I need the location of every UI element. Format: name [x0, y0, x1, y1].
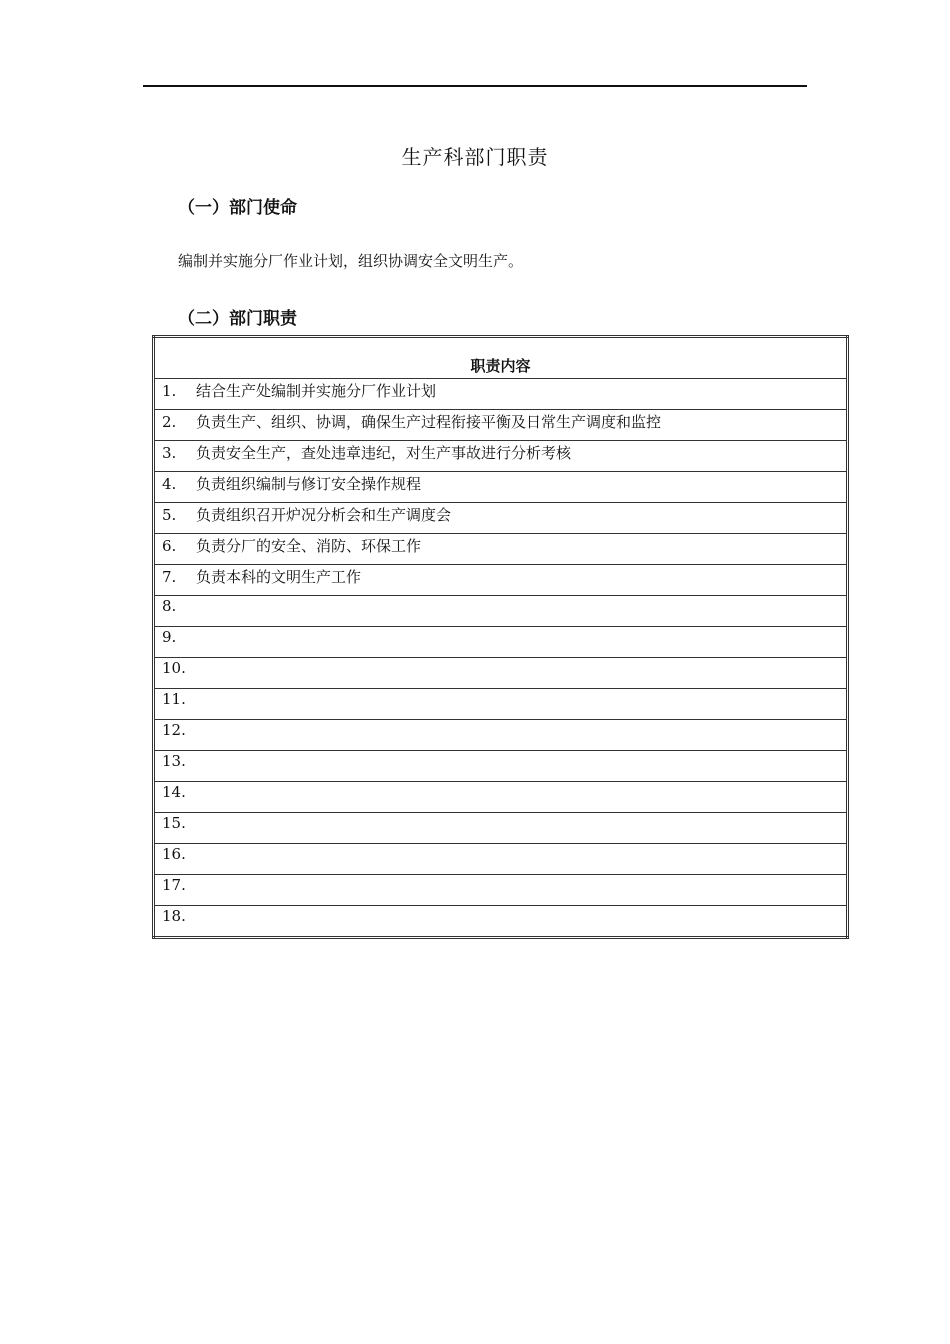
row-number: 9.: [162, 628, 177, 646]
row-number: 12.: [162, 721, 186, 739]
row-number: 8.: [162, 597, 177, 615]
table-row: [154, 534, 848, 565]
table-cell: [154, 627, 848, 658]
table-row: [154, 782, 848, 813]
table-row: [154, 379, 848, 410]
table-header-row: [154, 337, 848, 379]
table-row: [154, 565, 848, 596]
table-row: [154, 813, 848, 844]
table-row: [154, 441, 848, 472]
table-cell: [154, 689, 848, 720]
row-text: 负责分厂的安全、消防、环保工作: [196, 537, 422, 555]
table-row: [154, 503, 848, 534]
row-number: 5.: [162, 506, 177, 524]
document-title: 生产科部门职责: [401, 145, 549, 169]
table-row: [154, 906, 848, 938]
duties-table-body: [154, 379, 848, 938]
table-cell: [154, 596, 848, 627]
table-cell: [154, 379, 848, 410]
row-text: 负责本科的文明生产工作: [196, 568, 362, 586]
header-rule: [143, 85, 807, 87]
row-number: 3.: [162, 444, 177, 462]
row-number: 16.: [162, 845, 186, 863]
table-row: [154, 689, 848, 720]
duties-table: [152, 335, 849, 939]
row-text: 负责组织编制与修订安全操作规程: [196, 475, 422, 493]
section-heading-duties: （二）部门职责: [178, 309, 297, 329]
row-number: 1.: [162, 382, 177, 400]
table-row: [154, 844, 848, 875]
table-cell: [154, 534, 848, 565]
table-row: [154, 720, 848, 751]
row-number: 6.: [162, 537, 177, 555]
table-cell: [154, 441, 848, 472]
table-row: [154, 596, 848, 627]
table-cell: [154, 472, 848, 503]
row-text: 负责安全生产，查处违章违纪，对生产事故进行分析考核: [196, 444, 572, 462]
table-cell: [154, 844, 848, 875]
row-number: 10.: [162, 659, 186, 677]
table-cell: [154, 503, 848, 534]
row-number: 11.: [162, 690, 186, 708]
table-cell: [154, 410, 848, 441]
row-text: 负责生产、组织、协调，确保生产过程衔接平衡及日常生产调度和监控: [196, 413, 662, 431]
table-row: [154, 410, 848, 441]
row-number: 17.: [162, 876, 186, 894]
table-row: [154, 658, 848, 689]
table-cell: [154, 751, 848, 782]
row-text: 结合生产处编制并实施分厂作业计划: [196, 382, 437, 400]
table-cell: [154, 906, 848, 938]
table-cell: [154, 565, 848, 596]
table-cell: [154, 658, 848, 689]
table-row: [154, 751, 848, 782]
table-cell: [154, 875, 848, 906]
row-number: 15.: [162, 814, 186, 832]
row-number: 13.: [162, 752, 186, 770]
table-row: [154, 875, 848, 906]
table-cell: [154, 720, 848, 751]
table-row: [154, 627, 848, 658]
section-heading-mission: （一）部门使命: [178, 198, 297, 218]
row-number: 18.: [162, 907, 186, 925]
row-number: 2.: [162, 413, 177, 431]
table-cell: [154, 813, 848, 844]
row-text: 负责组织召开炉况分析会和生产调度会: [196, 506, 452, 524]
table-cell: [154, 782, 848, 813]
row-number: 14.: [162, 783, 186, 801]
mission-text: 编制并实施分厂作业计划，组织协调安全文明生产。: [178, 252, 524, 270]
row-number: 7.: [162, 568, 177, 586]
table-header-cell: 职责内容: [154, 337, 848, 379]
row-number: 4.: [162, 475, 177, 493]
table-row: [154, 472, 848, 503]
